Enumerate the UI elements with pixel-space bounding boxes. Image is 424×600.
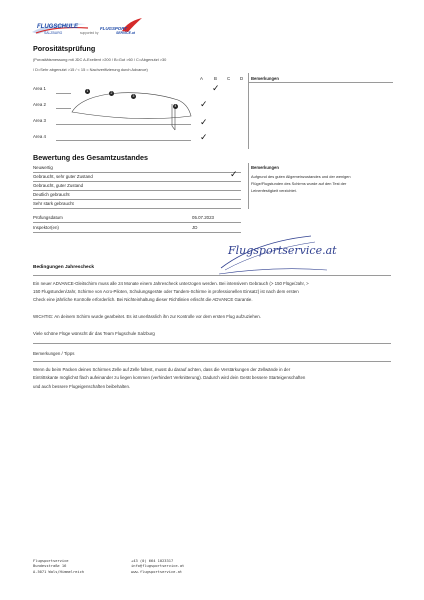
option-gut: Gebraucht, guter Zustand <box>33 183 84 188</box>
footer-website[interactable]: www.flugsportservice.at <box>131 569 183 574</box>
area-1-check: ✓ <box>212 84 220 94</box>
wing-marker-1: 1 <box>86 89 89 93</box>
meta-rule-2 <box>33 232 241 233</box>
assessment-remarks-line3: Leinenfestigkeit verzichtet. <box>251 188 297 193</box>
assessment-title: Bewertung des Gesamtzustandes <box>33 153 149 162</box>
inspection-date-label: Prüfungsdatum <box>33 215 63 220</box>
logo2-sub-text: SERVICE.at <box>116 31 135 35</box>
inspector-label: Inspektor(en) <box>33 225 59 230</box>
porosity-remarks-divider <box>248 73 249 149</box>
column-b-header: B <box>214 76 217 81</box>
wing-marker-3: 3 <box>132 94 135 98</box>
wing-profile-diagram <box>60 82 200 132</box>
column-d-header: D <box>240 76 244 81</box>
option-rule-2 <box>33 181 241 182</box>
footer-email[interactable]: info@flugsportservice.at <box>131 564 185 569</box>
option-rule-4 <box>33 199 241 200</box>
supported-by-text: supported by <box>80 31 99 35</box>
option-rule-5 <box>33 208 241 209</box>
option-deutlich: Deutlich gebraucht <box>33 192 70 197</box>
assessment-remarks-line1: Aufgrund des guten Allgemeinzustandes und der wenigen <box>251 174 351 179</box>
logo2-main-text: FLUGSPORT <box>100 26 127 31</box>
meta-rule-1 <box>33 222 241 223</box>
conditions-para1-line2: 150 Flugstunden/Jahr, Schirme von Acro-Piloten, Schulungsgeräte oder Tandem-Schirme in professionellen Einsatz) ist nach dem ersten <box>33 289 299 294</box>
logo-sub-text: SALZBURG <box>44 31 63 35</box>
column-a-header: A <box>200 76 203 81</box>
area-4-label: Area 4 <box>33 134 46 139</box>
conditions-important: WICHTIG: An deinem Schirm wurde gearbeitet. Es ist unerlässlich ihn zur Kontrolle vor dem ersten Flug aufzuziehen. <box>33 314 261 319</box>
area-1-label: Area 1 <box>33 86 46 91</box>
porosity-remarks-label: Bemerkungen <box>251 76 279 81</box>
column-c-header: C <box>227 76 231 81</box>
area-4-line <box>56 140 191 141</box>
tips-line2: Eintrittskante möglichst flach aufeinander zu liegen kommen (verhindert Verknitterung). Dadurch wird dein Gerät bessere Starteigenschaften <box>33 375 306 380</box>
footer-address <box>33 559 84 575</box>
conditions-para1-line1: Ein neuer ADVANCE-Gleitschirm muss alle 24 Monate einem Jahrescheck unterzogen werden. Bei intensivem Gebrauch (> 150 Flüge/Jahr, > <box>33 281 309 286</box>
footer-city: A-5071 Wals/Himmelreich <box>33 569 85 574</box>
conditions-para1-line3: Check eine jährliche Kontrolle erforderlich. Bei Nichteinhaltung dieser Richtlinien erlischt die ADVANCE Garantie. <box>33 297 253 302</box>
company-stamp-text: Flugsportservice.at <box>228 244 337 257</box>
conditions-rule-top <box>33 275 391 276</box>
inspection-date-value: 05.07.2023 <box>192 215 214 220</box>
porosity-description-line1: (Porositätsmessung mit JDC A-Exellent >200 / B=Gut >60 / C=Abgenutzt >30 <box>33 57 167 62</box>
footer-contact <box>131 559 184 575</box>
option-neuwertig: Neuwertig <box>33 165 53 170</box>
option-rule-3 <box>33 190 241 191</box>
logo-main-text: FLUGSCHULE <box>37 24 78 30</box>
porosity-title: Porositätsprüfung <box>33 44 96 53</box>
option-rule-1 <box>33 172 241 173</box>
area-3-check: ✓ <box>200 118 208 128</box>
footer-street: Bundesstraße 16 <box>33 564 67 569</box>
wing-marker-2: 2 <box>110 91 113 95</box>
assessment-remarks-label: Bemerkungen <box>251 165 279 170</box>
conditions-title: Bedingungen Jahrescheck <box>33 265 95 270</box>
tips-rule-top <box>33 361 391 362</box>
tips-line3: und auch bessere Flugeigenschaften beibehalten. <box>33 384 131 389</box>
conditions-rule-bottom <box>33 343 391 344</box>
assessment-remarks-divider <box>248 163 249 209</box>
inspector-value: JD <box>192 225 198 230</box>
option-sehr-gut: Gebraucht, sehr guter Zustand <box>33 174 93 179</box>
assessment-check: ✓ <box>230 170 238 180</box>
wing-marker-4: 4 <box>174 104 177 108</box>
tips-line1: Wenn du beim Packen deines Schirmes Zelle auf Zelle faltest, musst du darauf achten, dass die Verstärkungen der Zellwände in der <box>33 367 291 372</box>
footer-company: Flugsportservice <box>33 559 69 563</box>
assessment-remarks-line2: Flüge/Flugstunden des Schirms wurde auf den Test der <box>251 181 347 186</box>
area-2-label: Area 2 <box>33 102 46 107</box>
area-3-label: Area 3 <box>33 118 46 123</box>
footer-phone: +43 (0) 664 1023317 <box>131 559 174 563</box>
porosity-description-line2: / D=Sehr abgenutzt >15 / < 15 = Nachverifizierung durch Advance) <box>33 67 148 72</box>
porosity-remarks-rule <box>248 82 393 83</box>
area-2-check: ✓ <box>200 100 208 110</box>
tips-title: Bemerkungen / Tipps <box>33 351 75 356</box>
option-sehr-stark: Sehr stark gebraucht <box>33 201 74 206</box>
area-4-check: ✓ <box>200 133 208 143</box>
conditions-greeting: Viele schöne Flüge wünscht dir das Team Flugschule Salzburg <box>33 331 155 336</box>
